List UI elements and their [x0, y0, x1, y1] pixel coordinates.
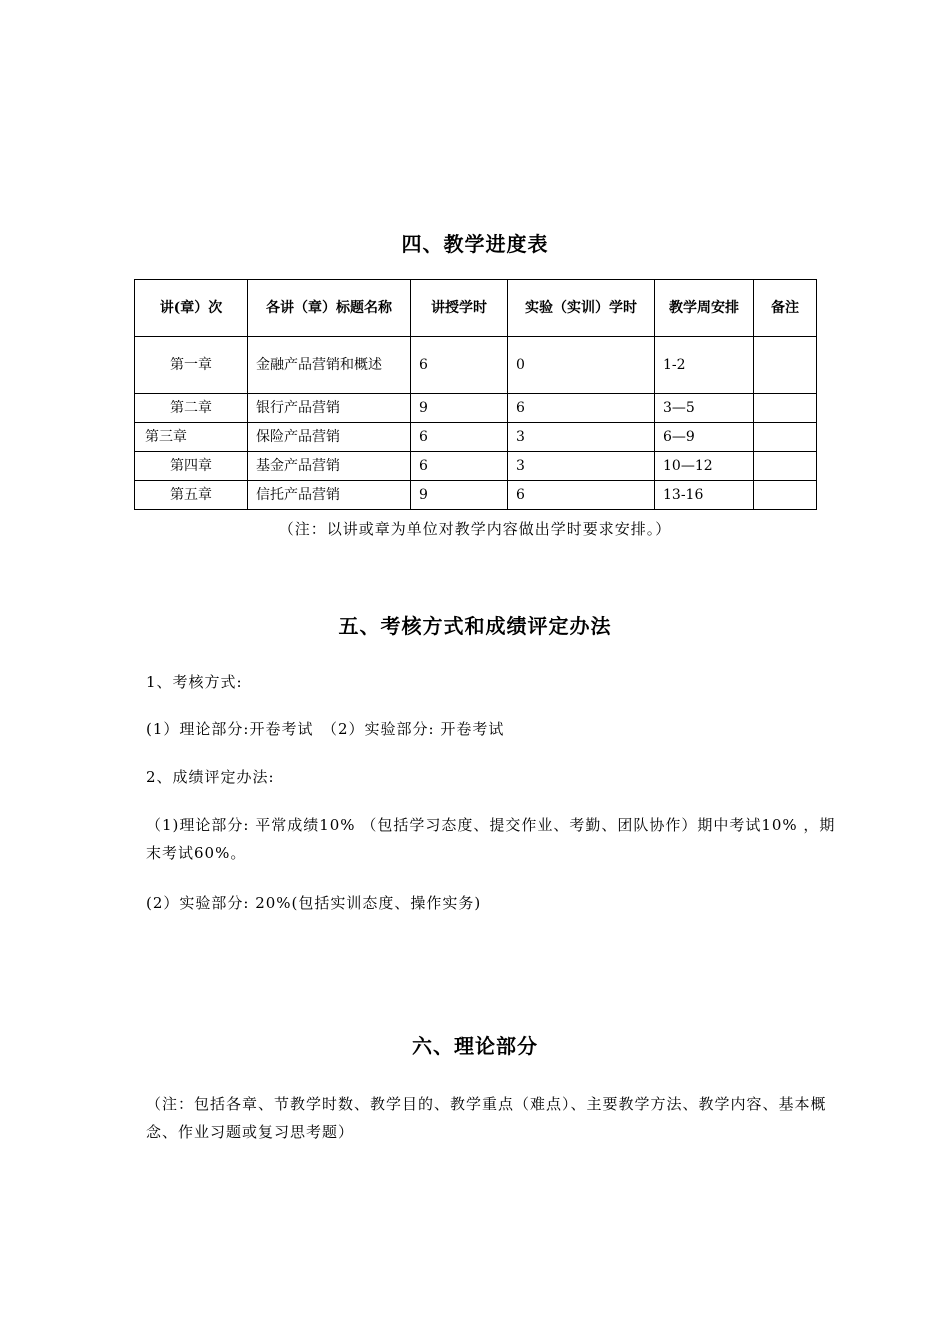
cell-remarks	[754, 337, 817, 394]
table-row	[135, 394, 817, 423]
table-note: （注：以讲或章为单位对教学内容做出学时要求安排。）	[278, 520, 672, 538]
cell-lecture-hours: 9	[411, 481, 508, 510]
header-lab-hours: 实验（实训）学时	[508, 280, 655, 337]
section-title-assessment: 五、考核方式和成绩评定办法	[338, 614, 612, 638]
cell-week: 13-16	[655, 481, 754, 510]
table-row	[135, 423, 817, 452]
cell-week: 1-2	[655, 337, 754, 394]
grading-practice: (2）实验部分: 20%(包括实训态度、操作实务)	[146, 894, 482, 912]
header-title: 各讲（章）标题名称	[248, 280, 411, 337]
cell-chapter: 第三章	[135, 423, 248, 452]
cell-lab-hours: 6	[508, 394, 655, 423]
section-title-schedule: 四、教学进度表	[401, 232, 549, 256]
header-remarks: 备注	[754, 280, 817, 337]
header-week-schedule: 教学周安排	[655, 280, 754, 337]
cell-lab-hours: 0	[508, 337, 655, 394]
teaching-schedule-table	[134, 279, 817, 510]
cell-remarks	[754, 394, 817, 423]
cell-chapter: 第五章	[135, 481, 248, 510]
cell-remarks	[754, 452, 817, 481]
cell-remarks	[754, 481, 817, 510]
cell-week: 6—9	[655, 423, 754, 452]
cell-lecture-hours: 9	[411, 394, 508, 423]
assessment-heading: 1、考核方式:	[146, 673, 243, 691]
theory-note: （注：包括各章、节教学时数、教学目的、教学重点（难点）、主要教学方法、教学内容、基本概念、作业习题或复习思考题）	[146, 1095, 827, 1141]
cell-week: 10—12	[655, 452, 754, 481]
table-row	[135, 481, 817, 510]
grading-theory: （1)理论部分: 平常成绩10% （包括学习态度、提交作业、考勤、团队协作）期中考试10% ，期末考试60%。	[146, 816, 836, 862]
grading-heading: 2、成绩评定办法:	[146, 768, 275, 786]
cell-remarks	[754, 423, 817, 452]
cell-lecture-hours: 6	[411, 423, 508, 452]
table-row	[135, 452, 817, 481]
cell-title: 银行产品营销	[248, 394, 411, 423]
table-header-row	[135, 280, 817, 337]
cell-week: 3—5	[655, 394, 754, 423]
assessment-detail: (1）理论部分:开卷考试 （2）实验部分: 开卷考试	[146, 720, 505, 738]
cell-title: 基金产品营销	[248, 452, 411, 481]
cell-title: 金融产品营销和概述	[248, 337, 411, 394]
cell-title: 保险产品营销	[248, 423, 411, 452]
table-row	[135, 337, 817, 394]
section-title-theory: 六、理论部分	[412, 1034, 538, 1058]
cell-title: 信托产品营销	[248, 481, 411, 510]
header-chapter: 讲(章）次	[135, 280, 248, 337]
cell-chapter: 第二章	[135, 394, 248, 423]
cell-chapter: 第一章	[135, 337, 248, 394]
cell-lab-hours: 6	[508, 481, 655, 510]
cell-lab-hours: 3	[508, 452, 655, 481]
cell-lab-hours: 3	[508, 423, 655, 452]
cell-chapter: 第四章	[135, 452, 248, 481]
header-lecture-hours: 讲授学时	[411, 280, 508, 337]
cell-lecture-hours: 6	[411, 337, 508, 394]
cell-lecture-hours: 6	[411, 452, 508, 481]
